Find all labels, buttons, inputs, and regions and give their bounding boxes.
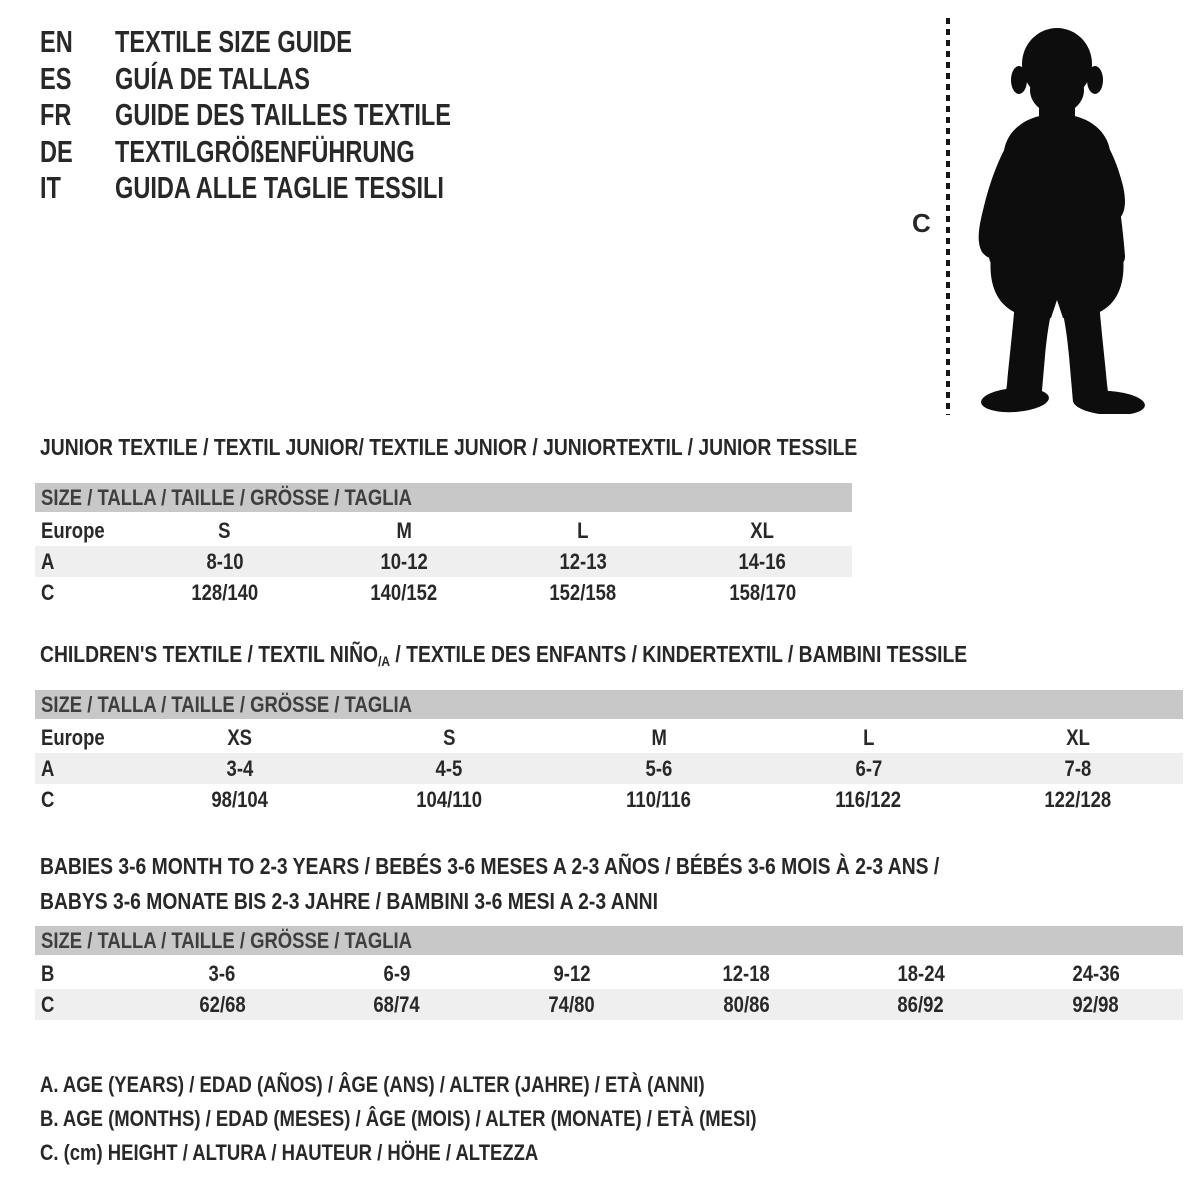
table-cell: XL bbox=[1066, 724, 1090, 750]
table-cell: 158/170 bbox=[728, 579, 796, 605]
table-cell: 3-4 bbox=[226, 755, 254, 781]
table-cell: 12-18 bbox=[722, 960, 770, 986]
table-cell: XL bbox=[750, 517, 775, 543]
lang-row-fr bbox=[40, 97, 557, 134]
lang-label: GUÍA DE TALLAS bbox=[115, 60, 311, 96]
table-cell: 5-6 bbox=[645, 755, 673, 781]
table-cell: 98/104 bbox=[211, 786, 269, 812]
height-dashed-line bbox=[946, 18, 950, 415]
table-cell: 12-13 bbox=[559, 548, 607, 574]
table-cell: 7-8 bbox=[1064, 755, 1092, 781]
height-measure-label: C bbox=[912, 208, 931, 238]
children-size-table bbox=[35, 690, 1183, 815]
legend-line-c: C. (cm) HEIGHT / ALTURA / HAUTEUR / HÖHE / ALTEZZA bbox=[40, 1140, 539, 1165]
row-label: B bbox=[41, 960, 55, 986]
table-cell: 140/152 bbox=[370, 579, 438, 605]
table-cell: 110/116 bbox=[626, 786, 692, 812]
table-cell: 122/128 bbox=[1044, 786, 1112, 812]
children-section-title: CHILDREN'S TEXTILE / TEXTIL NIÑO/A / TEXTILE DES ENFANTS / KINDERTEXTIL / BAMBINI TESSILE bbox=[40, 641, 968, 670]
lang-code: EN bbox=[40, 24, 73, 60]
row-label: Europe bbox=[41, 724, 105, 750]
table-row bbox=[35, 546, 852, 577]
table-row bbox=[35, 515, 852, 546]
lang-label: GUIDE DES TAILLES TEXTILE bbox=[115, 97, 451, 133]
table-cell: 68/74 bbox=[373, 991, 421, 1017]
table-cell: 9-12 bbox=[553, 960, 591, 986]
lang-row-en bbox=[40, 24, 557, 61]
table-cell: 4-5 bbox=[436, 755, 463, 781]
table-cell: 6-7 bbox=[855, 755, 882, 781]
table-cell: 10-12 bbox=[380, 548, 428, 574]
lang-row-es bbox=[40, 61, 557, 98]
row-label: C bbox=[41, 786, 55, 812]
table-row bbox=[35, 753, 1183, 784]
table-cell: 74/80 bbox=[548, 991, 595, 1017]
table-cell: 116/122 bbox=[835, 786, 902, 812]
lang-label: GUIDA ALLE TAGLIE TESSILI bbox=[115, 170, 444, 206]
table-cell: 8-10 bbox=[206, 548, 244, 574]
lang-code: IT bbox=[40, 170, 61, 206]
row-label: A bbox=[41, 548, 55, 574]
size-table-header: SIZE / TALLA / TAILLE / GRÖSSE / TAGLIA bbox=[35, 690, 1183, 719]
table-cell: 62/68 bbox=[199, 991, 246, 1017]
legend-block bbox=[40, 1068, 893, 1170]
table-cell: L bbox=[862, 724, 875, 750]
lang-label: TEXTILGRÖßENFÜHRUNG bbox=[115, 133, 415, 169]
size-table-header: SIZE / TALLA / TAILLE / GRÖSSE / TAGLIA bbox=[35, 926, 1183, 955]
table-cell: 128/140 bbox=[191, 579, 259, 605]
lang-row-it bbox=[40, 170, 557, 207]
legend-line-a: A. AGE (YEARS) / EDAD (AÑOS) / ÂGE (ANS) / ALTER (JAHRE) / ETÀ (ANNI) bbox=[40, 1072, 705, 1097]
table-cell: S bbox=[443, 724, 456, 750]
nino-a-subscript: /A bbox=[378, 653, 391, 670]
table-cell: 80/86 bbox=[723, 991, 770, 1017]
row-label: C bbox=[41, 991, 55, 1017]
size-table-header: SIZE / TALLA / TAILLE / GRÖSSE / TAGLIA bbox=[35, 483, 852, 512]
table-cell: 24-36 bbox=[1072, 960, 1120, 986]
lang-code: ES bbox=[40, 60, 72, 96]
table-cell: 3-6 bbox=[208, 960, 236, 986]
lang-row-de bbox=[40, 134, 557, 171]
table-cell: M bbox=[396, 517, 412, 543]
row-label: Europe bbox=[41, 517, 105, 543]
table-row bbox=[35, 577, 852, 608]
table-cell: S bbox=[218, 517, 231, 543]
table-cell: 104/110 bbox=[416, 786, 483, 812]
table-cell: 92/98 bbox=[1072, 991, 1119, 1017]
table-row bbox=[35, 989, 1183, 1020]
lang-label: TEXTILE SIZE GUIDE bbox=[115, 24, 352, 60]
row-label: A bbox=[41, 755, 55, 781]
table-row bbox=[35, 722, 1183, 753]
toddler-silhouette-icon bbox=[965, 16, 1160, 414]
junior-size-table bbox=[35, 483, 852, 608]
table-cell: 86/92 bbox=[897, 991, 945, 1017]
babies-section-title: BABIES 3-6 MONTH TO 2-3 YEARS / BEBÉS 3-6 MESES A 2-3 AÑOS / BÉBÉS 3-6 MOIS À 2-3 ANS / BABYS 3-6 MONATE BIS 2-3 JAHRE / BAMBINI 3-6 MESI A 2-3 ANNI bbox=[40, 853, 940, 914]
table-row bbox=[35, 784, 1183, 815]
table-cell: L bbox=[577, 517, 589, 543]
table-cell: 6-9 bbox=[383, 960, 411, 986]
language-title-block bbox=[40, 24, 557, 207]
table-row bbox=[35, 958, 1183, 989]
table-cell: XS bbox=[227, 724, 253, 750]
lang-code: FR bbox=[40, 97, 72, 133]
babies-size-table bbox=[35, 926, 1183, 1020]
lang-code: DE bbox=[40, 133, 73, 169]
table-cell: 14-16 bbox=[738, 548, 787, 574]
legend-line-b: B. AGE (MONTHS) / EDAD (MESES) / ÂGE (MOIS) / ALTER (MONATE) / ETÀ (MESI) bbox=[40, 1106, 757, 1131]
junior-section-title: JUNIOR TEXTILE / TEXTIL JUNIOR/ TEXTILE JUNIOR / JUNIORTEXTIL / JUNIOR TESSILE bbox=[40, 434, 858, 460]
table-cell: 18-24 bbox=[897, 960, 945, 986]
table-cell: M bbox=[651, 724, 667, 750]
table-cell: 152/158 bbox=[549, 579, 617, 605]
row-label: C bbox=[41, 579, 55, 605]
